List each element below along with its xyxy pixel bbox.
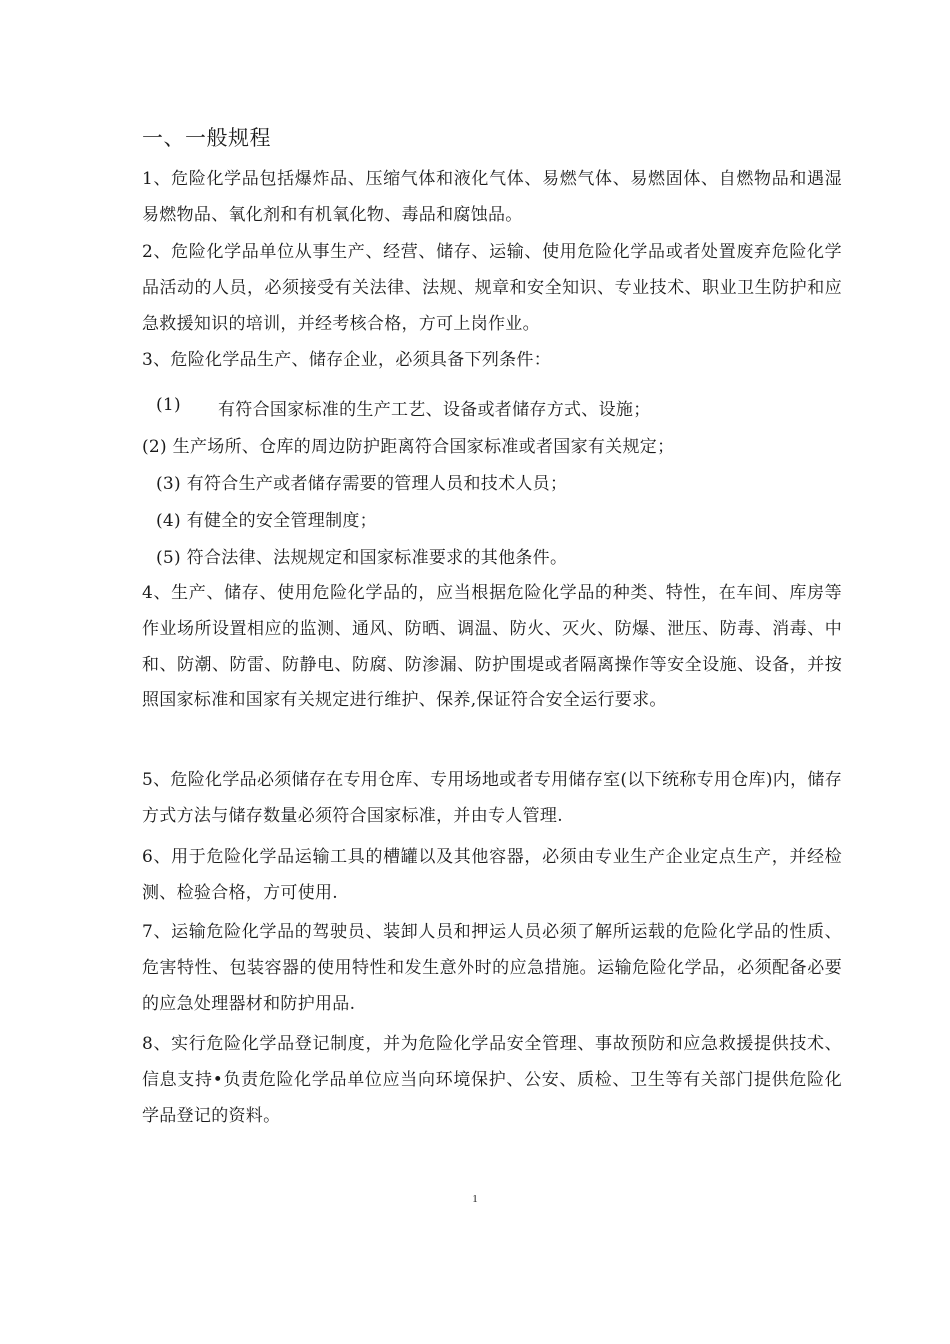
- paragraph-7: 7、运输危险化学品的驾驶员、装卸人员和押运人员必须了解所运载的危险化学品的性质、危害特性、包装容器的使用特性和发生意外时的应急措施。运输危险化学品，必须配备必要的应急处理器材和防护用品.: [142, 922, 842, 1014]
- condition-2: (2) 生产场所、仓库的周边防护距离符合国家标准或者国家有关规定；: [142, 437, 675, 457]
- condition-4: (4) 有健全的安全管理制度；: [156, 511, 377, 531]
- condition-5: (5) 符合法律、法规规定和国家标准要求的其他条件。: [156, 548, 568, 568]
- condition-3: (3) 有符合生产或者储存需要的管理人员和技术人员；: [156, 474, 568, 494]
- paragraph-3: 3、危险化学品生产、储存企业，必须具备下列条件：: [142, 350, 552, 370]
- condition-1-number: (1): [156, 395, 181, 415]
- paragraph-2: 2、危险化学品单位从事生产、经营、储存、运输、使用危险化学品或者处置废弃危险化学品活动的人员，必须接受有关法律、法规、规章和安全知识、专业技术、职业卫生防护和应急救援知识的培训，并经考核合格，方可上岗作业。: [142, 242, 842, 334]
- paragraph-6: 6、用于危险化学品运输工具的槽罐以及其他容器，必须由专业生产企业定点生产，并经检测、检验合格，方可使用.: [142, 847, 842, 903]
- condition-1-text: 有符合国家标准的生产工艺、设备或者储存方式、设施；: [218, 400, 651, 420]
- paragraph-1: 1、危险化学品包括爆炸品、压缩气体和液化气体、易燃气体、易燃固体、自燃物品和遇湿易燃物品、氧化剂和有机氧化物、毒品和腐蚀品。: [142, 169, 842, 225]
- paragraph-8: 8、实行危险化学品登记制度，并为危险化学品安全管理、事故预防和应急救援提供技术、信息支持•负责危险化学品单位应当向环境保护、公安、质检、卫生等有关部门提供危险化学品登记的资料。: [142, 1034, 842, 1126]
- paragraph-5: 5、危险化学品必须储存在专用仓库、专用场地或者专用储存室(以下统称专用仓库)内，储存方式方法与储存数量必须符合国家标准，并由专人管理.: [142, 770, 842, 826]
- page-number: 1: [472, 1193, 478, 1205]
- paragraph-4: 4、生产、储存、使用危险化学品的，应当根据危险化学品的种类、特性，在车间、库房等作业场所设置相应的监测、通风、防晒、调温、防火、灭火、防爆、泄压、防毒、消毒、中和、防潮、防雷、防静电、防腐、防渗漏、防护围堤或者隔离操作等安全设施、设备，并按照国家标准和国家有关规定进行维护、保养,保证符合安全运行要求。: [142, 583, 842, 711]
- section-heading: 一、一般规程: [142, 126, 271, 150]
